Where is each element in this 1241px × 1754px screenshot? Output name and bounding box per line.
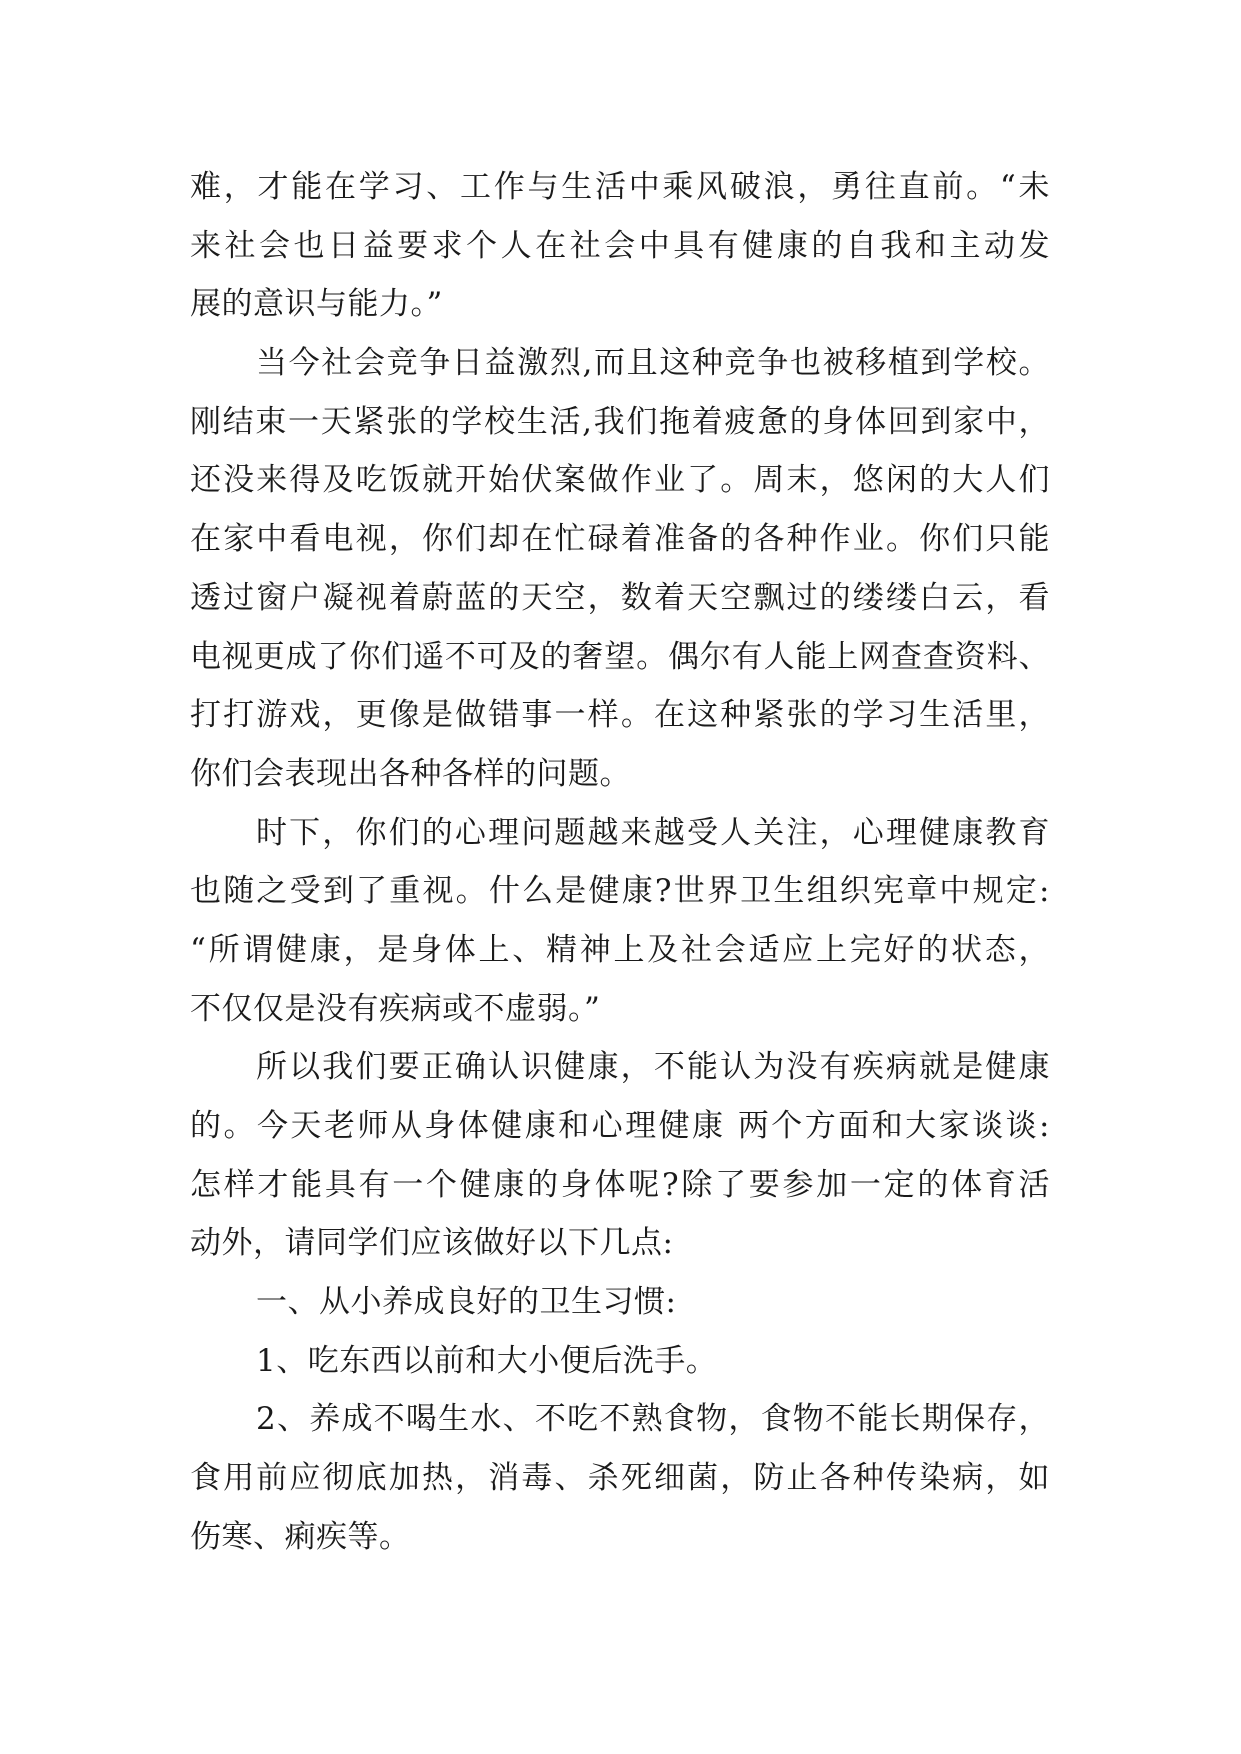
list-item: 2、养成不喝生水、不吃不熟食物，食物不能长期保存， bbox=[256, 1401, 1050, 1438]
text-line: 食用前应彻底加热，消毒、杀死细菌，防止各种传染病，如 bbox=[190, 1460, 1050, 1497]
text-line: 不仅仅是没有疾病或不虚弱。” bbox=[190, 990, 601, 1027]
text-line: 的。今天老师从身体健康和心理健康 两个方面和大家谈谈: bbox=[190, 1108, 1050, 1144]
text-line: 展的意识与能力。” bbox=[190, 286, 443, 323]
text-line: 你们会表现出各种各样的问题。 bbox=[190, 755, 631, 792]
text-line: 还没来得及吃饭就开始伏案做作业了。周末，悠闲的大人们 bbox=[190, 462, 1050, 499]
text-line: 动外，请同学们应该做好以下几点: bbox=[190, 1225, 674, 1262]
text-line: “所谓健康，是身体上、精神上及社会适应上完好的状态， bbox=[190, 931, 1050, 968]
list-item: 1、吃东西以前和大小便后洗手。 bbox=[256, 1342, 718, 1379]
text-line: 也随之受到了重视。什么是健康?世界卫生组织宪章中规定: bbox=[190, 873, 1050, 910]
text-line: 透过窗户凝视着蔚蓝的天空，数着天空飘过的缕缕白云，看 bbox=[190, 579, 1050, 616]
document-page bbox=[190, 158, 1050, 1567]
text-line: 在家中看电视，你们却在忙碌着准备的各种作业。你们只能 bbox=[190, 521, 1050, 558]
text-line: 刚结束一天紧张的学校生活,我们拖着疲惫的身体回到家中， bbox=[190, 403, 1050, 440]
text-line: 电视更成了你们遥不可及的奢望。偶尔有人能上网查查资料、 bbox=[190, 638, 1050, 675]
text-line: 所以我们要正确认识健康，不能认为没有疾病就是健康 bbox=[256, 1049, 1050, 1086]
text-line: 怎样才能具有一个健康的身体呢?除了要参加一定的体育活 bbox=[190, 1166, 1050, 1203]
text-line: 伤寒、痢疾等。 bbox=[190, 1518, 411, 1555]
section-heading: 一、从小养成良好的卫生习惯: bbox=[256, 1284, 677, 1321]
text-line: 来社会也日益要求个人在社会中具有健康的自我和主动发 bbox=[190, 227, 1050, 264]
text-line: 打打游戏，更像是做错事一样。在这种紧张的学习生活里， bbox=[190, 697, 1050, 734]
text-line: 时下，你们的心理问题越来越受人关注，心理健康教育 bbox=[256, 814, 1050, 851]
text-line: 难，才能在学习、工作与生活中乘风破浪，勇往直前。“未 bbox=[190, 169, 1050, 205]
text-line: 当今社会竞争日益激烈,而且这种竞争也被移植到学校。 bbox=[256, 345, 1050, 382]
